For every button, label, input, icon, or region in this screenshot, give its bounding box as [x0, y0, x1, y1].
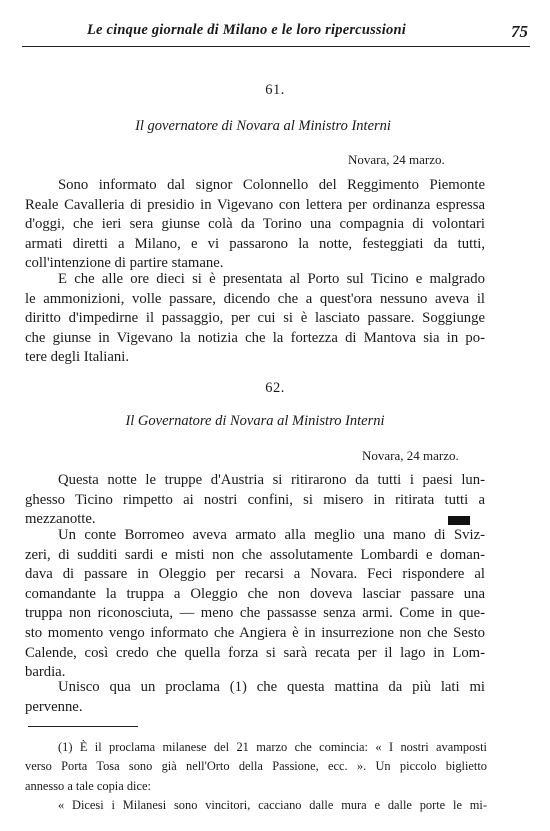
running-head [22, 20, 530, 47]
text-line: coll'intenzione di partire stamane. [25, 255, 224, 272]
document-heading: Il Governatore di Novara al Ministro Interni [125, 413, 385, 429]
footnote-line: « Dicesi i Milanesi sono vincitori, cacciano dalle mura e dalle porte le mi- [58, 797, 487, 812]
text-line: E che alle ore dieci si è presentata al Porto sul Ticino e malgrado [58, 271, 485, 287]
page-number: 75 [511, 22, 528, 41]
footnote [25, 738, 487, 815]
text-line: d'oggi, che ieri sera giunse colà da Torino una compagnia di volontari [25, 216, 485, 233]
footnote-line: (1) È il proclama milanese del 21 marzo che comincia: « I nostri avamposti [58, 740, 487, 754]
text-line: ghesso Ticino rimpetto ai nostri confini, si misero in ritirata tutti a [25, 491, 485, 508]
text-line: tere degli Italiani. [25, 349, 129, 366]
text-line: sto momento vengo informato che Angiera è in insurrezione non che Sesto [25, 624, 485, 641]
footnote-rule [28, 726, 138, 727]
paragraph [25, 270, 485, 368]
running-head-title: Le cinque giornale di Milano e le loro ripercussioni [87, 22, 406, 38]
text-line: le ammonizioni, volle passare, dicendo che a quest'ora nessuno aveva il [25, 290, 485, 307]
document-number: 61. [265, 82, 285, 98]
document-heading: Il governatore di Novara al Ministro Interni [135, 118, 391, 134]
text-line: che giunse in Vigevano la notizia che la fortezza di Mantova sia in po- [25, 329, 485, 346]
document-date: Novara, 24 marzo. [348, 152, 445, 167]
paragraph [25, 471, 485, 530]
text-line: armati diretti a Milano, e vi passarono la notte, festeggiati da tutti, [25, 235, 485, 252]
text-line: truppa non riconosciuta, — meno che passasse senza armi. Come in que- [25, 605, 485, 622]
text-line: diritto d'impedirne il passaggio, per cui si è lasciato passare. Soggiunge [25, 310, 485, 327]
text-line: Reale Cavalleria di presidio in Vigevano con lettera per ordinanza espressa [25, 196, 485, 213]
footnote-line: annesso a tale copia dice: [25, 778, 151, 793]
text-line: zeri, di sudditi sardi e misti non che assolutamente Lombardi e doman- [25, 546, 485, 563]
footnote-line: verso Porta Tosa sono già nell'Orto della Passione, ecc. ». Un piccolo biglietto [25, 759, 487, 774]
text-line: bardia. [25, 664, 66, 681]
text-line: Calende, così credo che quella forza si sarà recata per il lago in Lom- [25, 644, 485, 661]
text-line: Sono informato dal signor Colonnello del Reggimento Piemonte [58, 177, 485, 193]
text-line: Questa notte le truppe d'Austria si ritirarono da tutti i paesi lun- [58, 472, 485, 488]
text-line: Un conte Borromeo aveva armato alla meglio una mano di Sviz- [58, 527, 485, 543]
paragraph [25, 176, 485, 274]
paragraph [25, 678, 485, 717]
text-line: comandante la truppa a Oleggio che non doveva lasciar passare una [25, 585, 485, 602]
document-date: Novara, 24 marzo. [362, 448, 459, 463]
text-line: mezzanotte. [25, 511, 96, 528]
paragraph [25, 526, 485, 683]
text-line: dava di passare in Oleggio per recarsi a Novara. Feci rispondere al [25, 566, 485, 583]
text-line: Unisco qua un proclama (1) che questa mattina da più lati mi [58, 679, 485, 695]
ink-blot [448, 516, 470, 525]
document-number: 62. [265, 380, 285, 396]
text-line: pervenne. [25, 698, 83, 715]
